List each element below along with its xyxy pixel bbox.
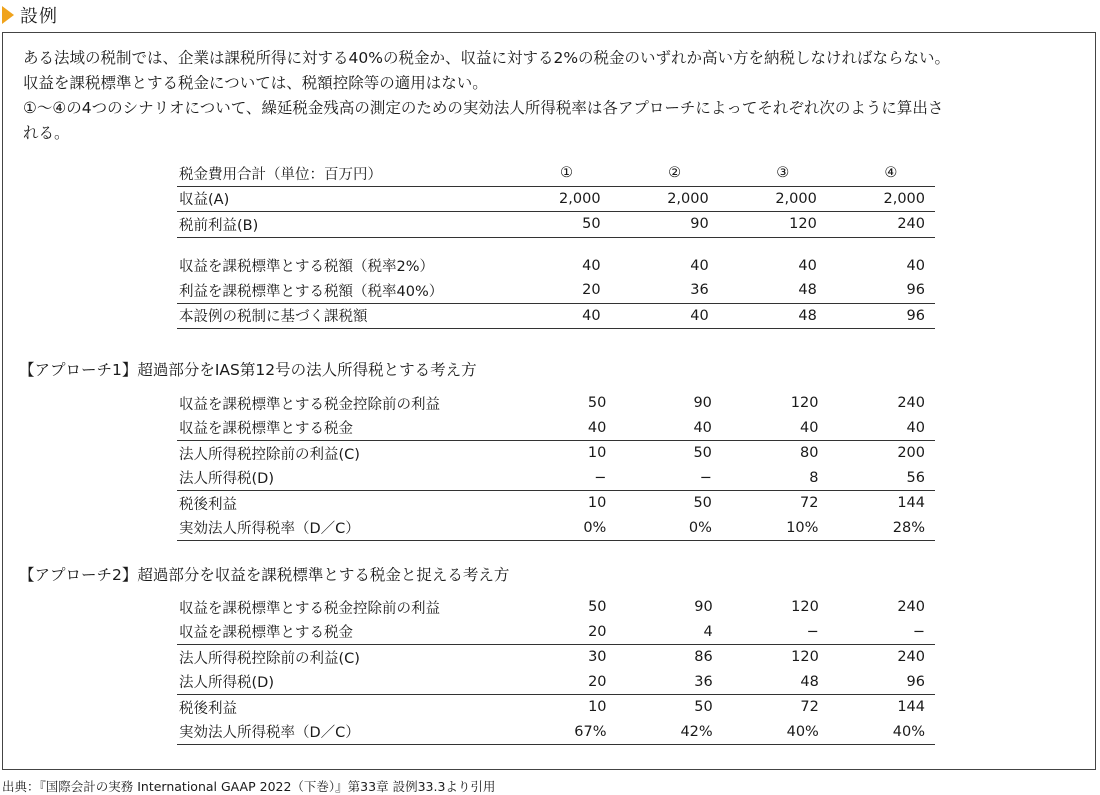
cell: 144 <box>897 699 925 716</box>
cell: − <box>511 466 617 491</box>
cell: 2,000 <box>611 186 719 212</box>
cell: 96 <box>827 303 935 329</box>
table-row <box>177 720 935 745</box>
cell: 2,000 <box>502 186 610 212</box>
approach1-title: 【アプローチ1】超過部分をIAS第12号の法人所得税とする考え方 <box>19 361 477 379</box>
source-citation: 出典：『国際会計の実務 International GAAP 2022（下巻）』第33章 設例33.3より引用 <box>2 779 496 794</box>
row-label: 収益を課税標準とする税金 <box>177 416 511 441</box>
cell: 200 <box>897 445 925 462</box>
cell: 36 <box>617 670 723 695</box>
table-row <box>177 278 935 303</box>
header-col: ① <box>502 161 610 186</box>
cell: 240 <box>827 212 935 238</box>
cell: 50 <box>694 699 713 716</box>
cell: 10 <box>587 495 607 512</box>
row-label: 法人所得税控除前の利益(C) <box>179 650 360 667</box>
cell: − <box>616 466 722 491</box>
cell: 40 <box>722 416 829 441</box>
cell: 240 <box>897 395 925 412</box>
cell: 120 <box>791 599 819 616</box>
table-row <box>177 595 935 620</box>
cell: 4 <box>617 620 723 645</box>
cell: 50 <box>502 212 610 238</box>
approach2-table <box>177 595 935 745</box>
cell: 40 <box>798 257 817 274</box>
table-row <box>177 695 935 720</box>
cell: 40 <box>582 257 601 274</box>
cell: 42% <box>617 720 723 745</box>
cell: 10 <box>588 699 607 716</box>
table-row <box>177 303 935 329</box>
cell: 30 <box>588 649 607 666</box>
row-label: 収益を課税標準とする税額（税率2%） <box>179 259 435 276</box>
cell: 50 <box>588 599 607 616</box>
cell: 28% <box>828 516 935 541</box>
row-label: 法人所得税(D) <box>177 466 511 491</box>
tax-expense-table <box>177 161 935 329</box>
cell: 20 <box>502 278 610 303</box>
cell: 90 <box>694 599 713 616</box>
cell: 0% <box>511 516 617 541</box>
cell: 40 <box>828 416 935 441</box>
cell: 48 <box>719 278 827 303</box>
cell: 40% <box>723 720 829 745</box>
cell: 2,000 <box>719 186 827 212</box>
spacer-row <box>177 237 935 254</box>
cell: 10% <box>722 516 829 541</box>
table-row <box>177 620 935 645</box>
cell: 0% <box>616 516 722 541</box>
table-row <box>177 254 935 279</box>
row-label: 収益を課税標準とする税金控除前の利益 <box>179 600 440 617</box>
cell: 120 <box>791 649 819 666</box>
approach1-table <box>177 391 935 541</box>
cell: 72 <box>799 495 819 512</box>
row-label: 税後利益 <box>179 700 237 717</box>
table-row <box>177 441 935 466</box>
row-label: 利益を課税標準とする税額（税率40%） <box>177 278 502 303</box>
row-label: 本設例の税制に基づく課税額 <box>177 303 502 329</box>
cell: 20 <box>510 620 616 645</box>
cell: 36 <box>611 278 719 303</box>
intro-line: ①～④の4つのシナリオについて、繰延税金残高の測定のための実効法人所得税率は各アプローチによってそれぞれ次のように算出さ <box>23 99 944 117</box>
cell: 40 <box>906 257 925 274</box>
cell: − <box>723 620 829 645</box>
cell: 10 <box>587 445 607 462</box>
row-label: 法人所得税控除前の利益(C) <box>179 446 360 463</box>
table-row <box>177 491 935 516</box>
cell: 144 <box>897 495 925 512</box>
approach2-title: 【アプローチ2】超過部分を収益を課税標準とする税金と捉える考え方 <box>19 566 510 584</box>
table-row <box>177 645 935 670</box>
cell: 96 <box>827 278 935 303</box>
cell: 50 <box>587 395 607 412</box>
intro-line: ある法域の税制では、企業は課税所得に対する40%の税金か、収益に対する2%の税金のいずれか高い方を納税しなければならない。 <box>23 49 951 67</box>
example-box <box>2 32 1096 770</box>
cell: 40 <box>611 303 719 329</box>
heading-title: 設例 <box>20 6 58 27</box>
table-row <box>177 391 935 416</box>
cell: 20 <box>510 670 616 695</box>
cell: 2,000 <box>827 186 935 212</box>
header-label: 税金費用合計（単位：百万円） <box>177 161 502 186</box>
header-col: ③ <box>719 161 827 186</box>
cell: 56 <box>828 466 935 491</box>
cell: 50 <box>693 445 712 462</box>
cell: 48 <box>719 303 827 329</box>
cell: 90 <box>611 212 719 238</box>
intro-line: 収益を課税標準とする税金については、税額控除等の適用はない。 <box>23 74 488 92</box>
cell: 120 <box>790 395 819 412</box>
cell: 40 <box>616 416 722 441</box>
cell: 40 <box>690 257 709 274</box>
header-col: ② <box>611 161 719 186</box>
heading-triangle-icon <box>2 6 14 24</box>
row-label: 税前利益(B) <box>177 212 502 238</box>
intro-text <box>23 46 1083 146</box>
table-header-row <box>177 161 935 186</box>
cell: 40 <box>511 416 617 441</box>
row-label: 実効法人所得税率（D／C） <box>177 720 510 745</box>
cell: 48 <box>723 670 829 695</box>
row-label: 税後利益 <box>179 496 237 513</box>
cell: 8 <box>722 466 829 491</box>
cell: 90 <box>693 395 712 412</box>
table-row <box>177 466 935 491</box>
row-label: 収益(A) <box>177 186 502 212</box>
cell: 240 <box>897 599 925 616</box>
row-label: 実効法人所得税率（D／C） <box>177 516 511 541</box>
cell: 40 <box>502 303 610 329</box>
cell: 40% <box>829 720 935 745</box>
cell: 120 <box>719 212 827 238</box>
cell: 50 <box>693 495 712 512</box>
table-row <box>177 416 935 441</box>
cell: 67% <box>510 720 616 745</box>
section-heading <box>2 4 58 26</box>
row-label: 収益を課税標準とする税金控除前の利益 <box>179 396 440 413</box>
cell: − <box>829 620 935 645</box>
row-label: 収益を課税標準とする税金 <box>177 620 510 645</box>
cell: 86 <box>694 649 713 666</box>
cell: 80 <box>799 445 819 462</box>
cell: 240 <box>897 649 925 666</box>
row-label: 法人所得税(D) <box>177 670 510 695</box>
cell: 96 <box>829 670 935 695</box>
table-row <box>177 670 935 695</box>
table-row <box>177 212 935 238</box>
intro-line: れる。 <box>23 124 70 142</box>
header-col: ④ <box>827 161 935 186</box>
table-row <box>177 186 935 212</box>
table-row <box>177 516 935 541</box>
cell: 72 <box>800 699 819 716</box>
